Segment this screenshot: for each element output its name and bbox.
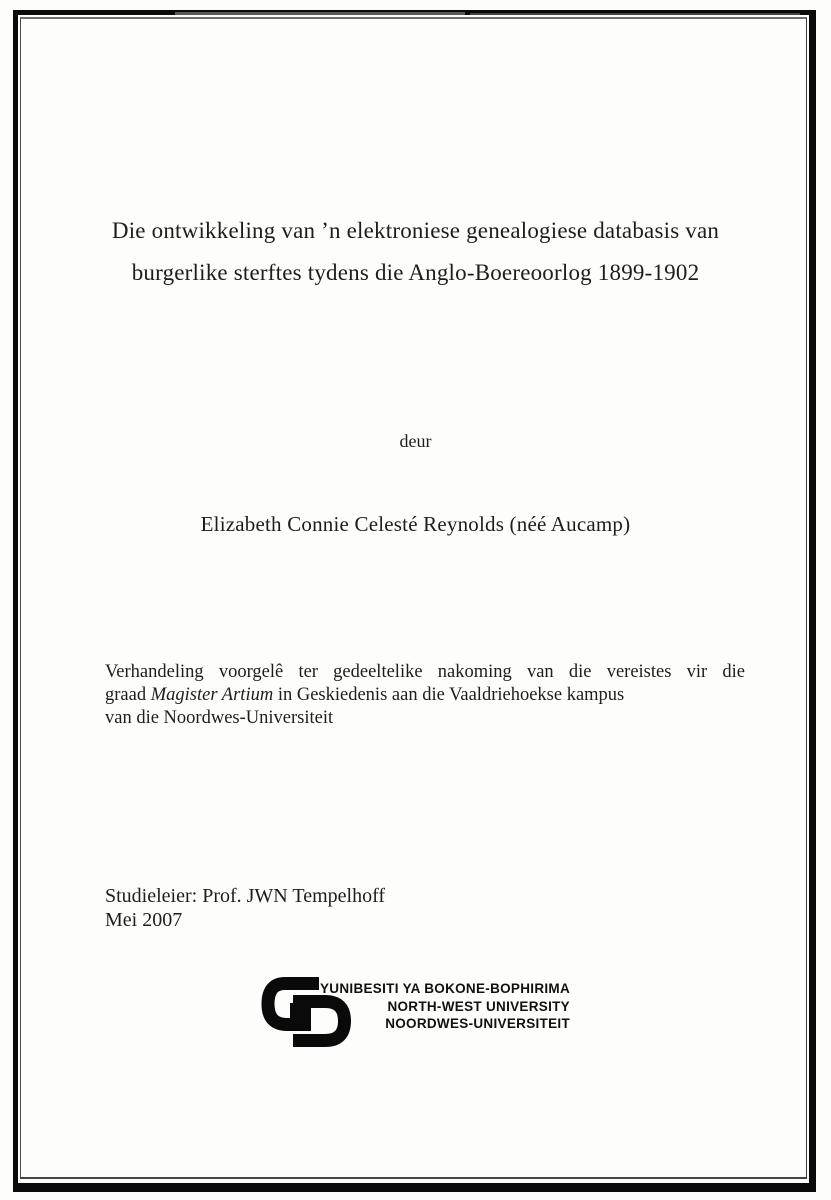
thesis-title: [60, 210, 771, 294]
declaration-line-1: Verhandeling voorgelê ter gedeeltelike nakoming van die vereistes vir die: [105, 662, 745, 682]
scan-smudge: [470, 13, 800, 15]
logo-line-afrikaans: NOORDWES-UNIVERSITEIT: [385, 1016, 570, 1031]
declaration-line-3: van die Noordwes-Universiteit: [105, 708, 334, 728]
title-line-2: burgerlike sterftes tydens die Anglo-Boereoorlog 1899-1902: [131, 260, 700, 285]
supervisor-block: [105, 885, 385, 932]
declaration-line-2: [105, 684, 745, 707]
declaration-line-2-suffix: in Geskiedenis aan die Vaaldriehoekse kampus: [273, 685, 625, 705]
declaration-paragraph: [105, 661, 745, 730]
supervisor-line: Studieleier: Prof. JWN Tempelhoff: [105, 885, 386, 907]
declaration-line-2-prefix: graad: [105, 685, 151, 705]
byline: deur: [399, 431, 432, 451]
degree-name-italic: Magister Artium: [150, 685, 274, 705]
logo-line-english: NORTH-WEST UNIVERSITY: [387, 998, 570, 1014]
logo-line-setswana: YUNIBESITI YA BOKONE-BOPHIRIMA: [320, 981, 571, 996]
scan-smudge: [175, 12, 465, 15]
nwu-logo: [253, 972, 583, 1052]
author-name: Elizabeth Connie Celesté Reynolds (néé Aucamp): [200, 512, 631, 536]
date-line: Mei 2007: [105, 908, 183, 931]
nwu-logo-text: [320, 980, 570, 1033]
title-line-1: Die ontwikkeling van ’n elektroniese genealogiese databasis van: [111, 218, 720, 243]
